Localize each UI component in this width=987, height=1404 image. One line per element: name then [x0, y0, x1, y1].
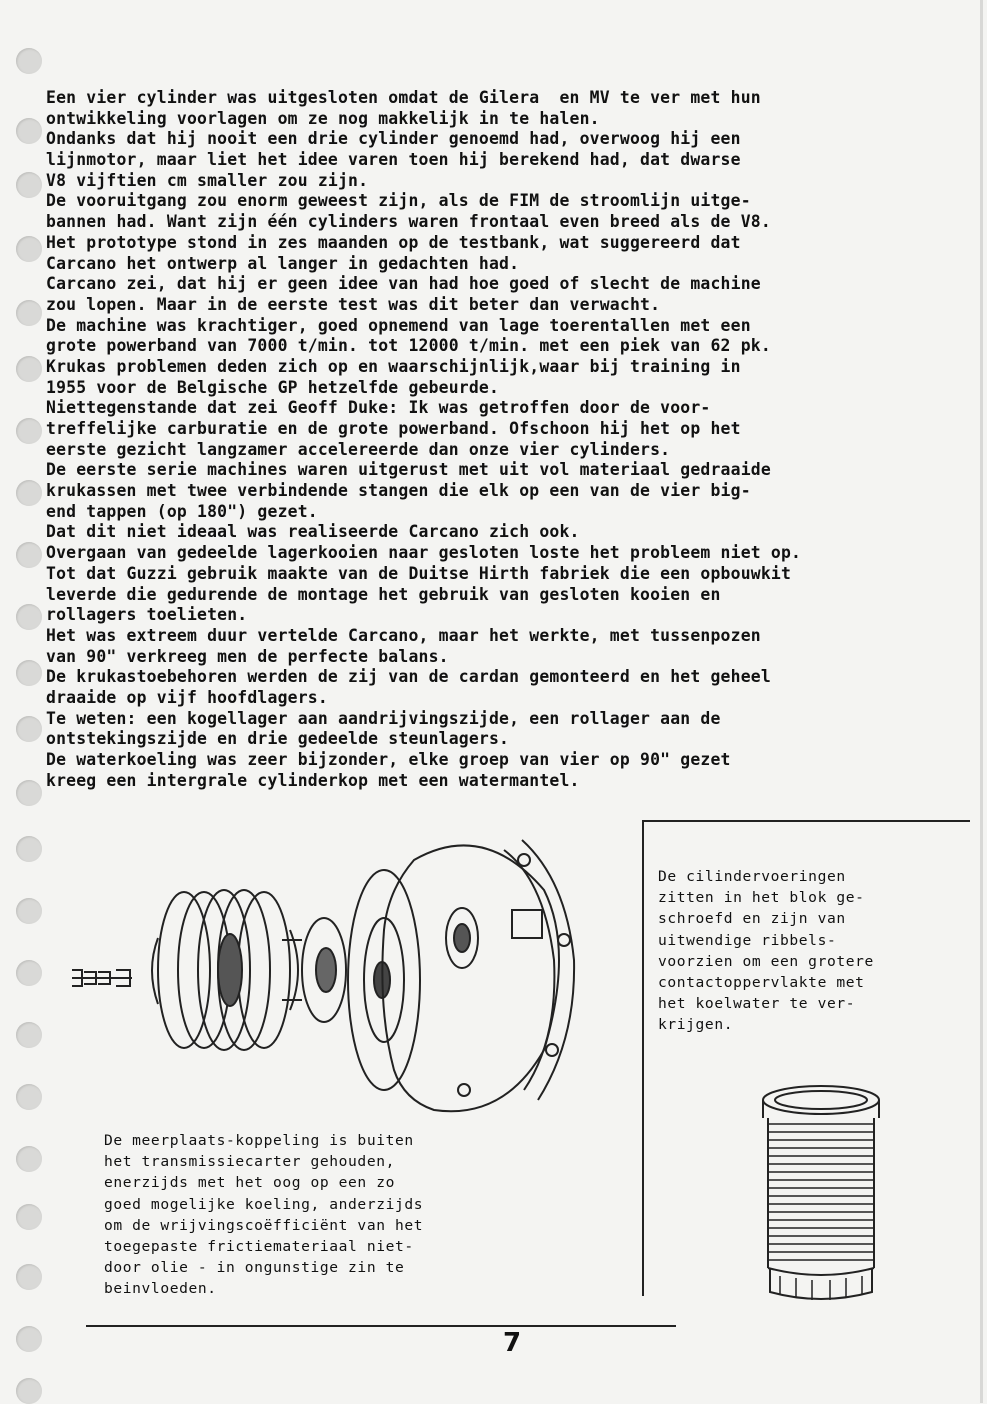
caption-line: toegepaste frictiemateriaal niet- [104, 1237, 414, 1255]
binder-hole [16, 1084, 42, 1110]
binder-hole [16, 1204, 42, 1230]
text-line: leverde die gedurende de montage het gebruik van gesloten kooien en [46, 584, 721, 604]
text-line: De waterkoeling was zeer bijzonder, elke groep van vier op 90" gezet [46, 750, 731, 769]
text-line: rollagers toelieten. [46, 605, 248, 625]
binder-hole [16, 1146, 42, 1172]
binder-hole [16, 48, 42, 74]
caption-cylinder-liners [658, 866, 874, 1036]
caption-line: enerzijds met het oog op een zo [104, 1174, 395, 1192]
text-line: bannen had. Want zijn één cylinders waren frontaal even breed als de V8. [46, 212, 771, 232]
binder-hole [16, 118, 42, 144]
caption-top-rule [642, 820, 970, 822]
binder-hole [16, 1264, 42, 1290]
text-line: Dat dit niet ideaal was realiseerde Carcano zich ook. [46, 522, 580, 542]
caption-line: het koelwater te ver- [658, 995, 856, 1013]
caption-line: voorzien om een grotere [658, 952, 874, 970]
text-line: van 90" verkreeg men de perfecte balans. [46, 646, 449, 666]
text-line: 1955 voor de Belgische GP hetzelfde gebeurde. [46, 377, 500, 397]
text-line: eerste gezicht langzamer accelereerde dan onze vier cylinders. [46, 439, 671, 459]
text-line: draaide op vijf hoofdlagers. [46, 687, 328, 707]
binder-hole [16, 836, 42, 862]
binder-hole [16, 716, 42, 742]
binder-hole [16, 898, 42, 924]
clutch-exploded-drawing [64, 820, 644, 1120]
text-line: ontwikkeling voorlagen om ze nog makkelijk in te halen. [46, 108, 600, 128]
caption-line: schroefd en zijn van [658, 910, 846, 928]
text-line: De krukastoebehoren werden de zij van de cardan gemonteerd en het geheel [46, 667, 771, 687]
text-line: treffelijke carburatie en de grote powerband. Ofschoon hij het op het [46, 419, 741, 438]
page-number: 7 [503, 1328, 522, 1358]
binder-hole [16, 660, 42, 686]
text-line: krukassen met twee verbindende stangen die elk op een van de vier big- [46, 481, 751, 501]
binder-hole [16, 960, 42, 986]
binder-hole [16, 1022, 42, 1048]
caption-line: door olie - in ongunstige zin te [104, 1259, 405, 1277]
caption-clutch [104, 1130, 423, 1300]
text-line: De eerste serie machines waren uitgerust met uit vol materiaal gedraaide [46, 460, 771, 480]
text-line: Krukas problemen deden zich op en waarschijnlijk,waar bij training in [46, 356, 741, 376]
binder-hole [16, 236, 42, 262]
caption-line: om de wrijvingscoëfficiënt van het [104, 1216, 424, 1234]
cylinder-liner-drawing [756, 1080, 886, 1310]
binder-hole [16, 172, 42, 198]
text-line: Carcano zei, dat hij er geen idee van had hoe goed of slecht de machine [46, 274, 761, 294]
text-line: De vooruitgang zou enorm geweest zijn, als de FIM de stroomlijn uitge- [46, 191, 751, 211]
text-line: Een vier cylinder was uitgesloten omdat de Gilera en MV te ver met hun [46, 88, 761, 107]
caption-line: zitten in het blok ge- [658, 889, 865, 907]
text-line: Overgaan van gedeelde lagerkooien naar gesloten loste het probleem niet op. [46, 543, 802, 563]
caption-line: goed mogelijke koeling, anderzijds [104, 1195, 424, 1213]
article-body [46, 88, 976, 791]
text-line: V8 vijftien cm smaller zou zijn. [46, 170, 369, 190]
text-line: grote powerband van 7000 t/min. tot 12000 t/min. met een piek van 62 pk. [46, 336, 771, 356]
text-line: kreeg een intergrale cylinderkop met een watermantel. [46, 770, 580, 790]
text-line: zou lopen. Maar in de eerste test was dit beter dan verwacht. [46, 294, 661, 314]
text-line: Ondanks dat hij nooit een drie cylinder genoemd had, overwoog hij een [46, 129, 741, 149]
caption-line: beinvloeden. [104, 1280, 217, 1298]
binder-hole [16, 780, 42, 806]
bottom-rule [86, 1325, 676, 1327]
binder-hole [16, 356, 42, 382]
caption-line: krijgen. [658, 1016, 734, 1034]
text-line: Tot dat Guzzi gebruik maakte van de Duitse Hirth fabriek die een opbouwkit [46, 563, 792, 583]
text-line: De machine was krachtiger, goed opnemend van lage toerentallen met een [46, 315, 751, 335]
binder-hole [16, 480, 42, 506]
binder-hole [16, 418, 42, 444]
text-line: ontstekingszijde en drie gedeelde steunlagers. [46, 729, 510, 749]
binder-hole [16, 604, 42, 630]
text-line: end tappen (op 180") gezet. [46, 501, 318, 521]
binder-hole [16, 1326, 42, 1352]
text-line: Het prototype stond in zes maanden op de testbank, wat suggereerd dat [46, 232, 741, 252]
binder-hole [16, 300, 42, 326]
caption-line: het transmissiecarter gehouden, [104, 1153, 395, 1171]
text-line: Niettegenstande dat zei Geoff Duke: Ik was getroffen door de voor- [46, 398, 711, 418]
caption-line: De meerplaats-koppeling is buiten [104, 1132, 414, 1149]
caption-line: uitwendige ribbels- [658, 931, 837, 949]
binder-hole [16, 542, 42, 568]
caption-line: De cilindervoeringen [658, 868, 846, 885]
text-line: Carcano het ontwerp al langer in gedachten had. [46, 253, 520, 273]
text-line: Het was extreem duur vertelde Carcano, maar het werkte, met tussenpozen [46, 625, 761, 645]
binder-hole [16, 1378, 42, 1404]
caption-line: contactoppervlakte met [658, 973, 865, 991]
text-line: lijnmotor, maar liet het idee varen toen hij berekend had, dat dwarse [46, 150, 741, 170]
text-line: Te weten: een kogellager aan aandrijvingszijde, een rollager aan de [46, 708, 721, 728]
page-edge [980, 0, 983, 1403]
